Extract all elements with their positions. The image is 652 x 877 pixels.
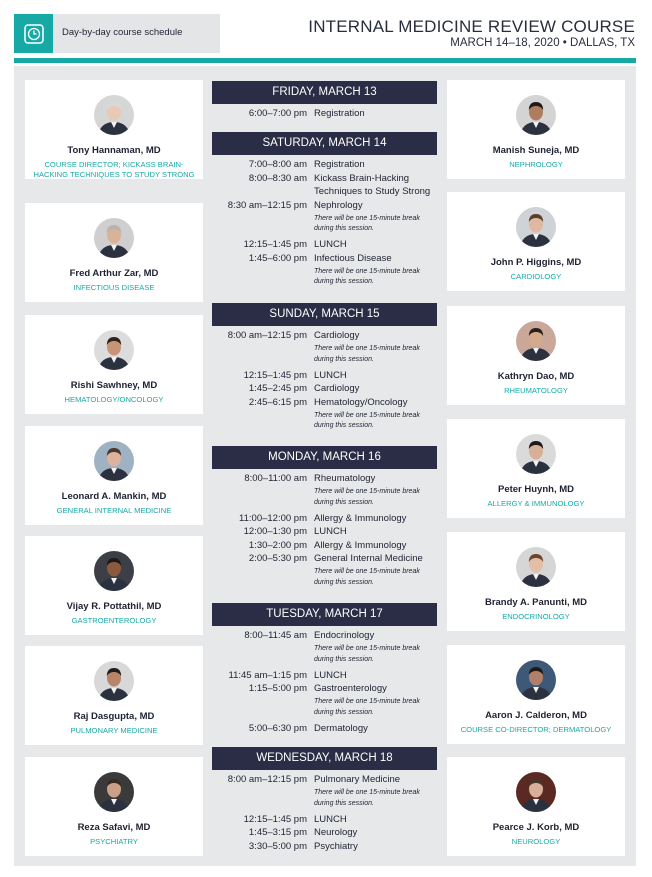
session-title: Registration: [314, 159, 365, 170]
faculty-specialty: NEUROLOGY: [511, 837, 561, 846]
session-note: There will be one 15-minute break during this session.: [314, 345, 420, 363]
faculty-name: Peter Huynh, MD: [497, 484, 574, 495]
session-title-continued: Techniques to Study Strong: [314, 186, 431, 197]
faculty-photo: [94, 661, 134, 701]
faculty-card: [25, 536, 203, 635]
session-title: LUNCH: [314, 813, 347, 825]
faculty-name: Reza Safavi, MD: [77, 822, 151, 833]
faculty-photo: [94, 330, 134, 370]
header-divider: [14, 58, 636, 63]
day-header: TUESDAY, MARCH 17: [212, 603, 437, 626]
faculty-card: [25, 315, 203, 414]
faculty-name: Pearce J. Korb, MD: [492, 822, 580, 833]
session-time: 1:30–2:00 pm: [248, 539, 307, 551]
faculty-specialty: HEMATOLOGY/ONCOLOGY: [64, 395, 164, 404]
faculty-photo: [516, 660, 556, 700]
session-time: 11:00–12:00 pm: [239, 512, 307, 524]
session-time: 1:45–2:45 pm: [248, 383, 307, 394]
faculty-name: John P. Higgins, MD: [490, 257, 582, 268]
clock-icon: [14, 14, 53, 53]
day-header: SATURDAY, MARCH 14: [212, 132, 437, 155]
session-note: There will be one 15-minute break during this session.: [314, 488, 420, 506]
session-note: There will be one 15-minute break during this session.: [314, 789, 420, 807]
faculty-specialty: PSYCHIATRY: [90, 837, 138, 846]
faculty-specialty: RHEUMATOLOGY: [504, 386, 568, 395]
schedule-tag: [14, 14, 220, 53]
session-title: Rheumatology: [314, 473, 376, 484]
faculty-specialty: COURSE DIRECTOR; KICKASS BRAIN-HACKING TECHNIQUES TO STUDY STRONG: [33, 160, 195, 179]
session-time: 8:30 am–12:15 pm: [227, 199, 307, 211]
session-title: LUNCH: [314, 526, 347, 537]
faculty-name: Manish Suneja, MD: [492, 145, 580, 156]
faculty-specialty: INFECTIOUS DISEASE: [73, 283, 155, 292]
day-header: MONDAY, MARCH 16: [212, 446, 437, 469]
faculty-specialty: ALLERGY & IMMUNOLOGY: [487, 499, 585, 508]
session-time: 1:45–6:00 pm: [248, 252, 307, 264]
page-header: [0, 0, 652, 62]
session-title: Gastroenterology: [314, 683, 387, 694]
session-title: Kickass Brain-Hacking: [314, 172, 410, 184]
session-title: Allergy & Immunology: [314, 539, 407, 551]
faculty-name: Vijay R. Pottathil, MD: [66, 601, 162, 612]
session-title: Cardiology: [314, 330, 360, 341]
session-title: Dermatology: [314, 722, 368, 734]
faculty-name: Brandy A. Panunti, MD: [484, 597, 588, 608]
session-title: Cardiology: [314, 383, 360, 394]
session-time: 12:00–1:30 pm: [243, 526, 307, 537]
session-time: 8:00–8:30 am: [248, 172, 307, 184]
faculty-card: [447, 757, 625, 856]
faculty-card: [25, 203, 203, 302]
session-title: LUNCH: [314, 669, 347, 681]
faculty-card: [25, 426, 203, 525]
day-header: WEDNESDAY, MARCH 18: [212, 747, 437, 770]
faculty-photo: [516, 207, 556, 247]
faculty-photo: [94, 95, 134, 135]
faculty-name: Tony Hannaman, MD: [67, 145, 161, 156]
session-title: Endocrinology: [314, 630, 375, 641]
faculty-card: [25, 80, 203, 179]
session-note: There will be one 15-minute break during this session.: [314, 214, 420, 232]
faculty-name: Kathryn Dao, MD: [497, 371, 575, 382]
faculty-card: [447, 645, 625, 744]
faculty-name: Aaron J. Calderon, MD: [485, 710, 587, 721]
session-time: 12:15–1:45 pm: [243, 239, 307, 250]
faculty-card: [447, 192, 625, 291]
session-title: Hematology/Oncology: [314, 396, 408, 408]
session-time: 1:45–3:15 pm: [248, 827, 307, 838]
session-time: 1:15–5:00 pm: [248, 683, 307, 694]
session-note: There will be one 15-minute break during this session.: [314, 411, 420, 429]
session-title: Neurology: [314, 827, 358, 838]
course-title: INTERNAL MEDICINE REVIEW COURSE: [308, 17, 635, 36]
faculty-specialty: GENERAL INTERNAL MEDICINE: [56, 506, 172, 515]
faculty-photo: [94, 218, 134, 258]
faculty-card: [447, 306, 625, 405]
faculty-photo: [516, 547, 556, 587]
faculty-specialty: ENDOCRINOLOGY: [502, 612, 570, 621]
faculty-photo: [94, 551, 134, 591]
session-note: There will be one 15-minute break during this session.: [314, 568, 420, 586]
faculty-photo: [516, 772, 556, 812]
faculty-specialty: COURSE CO-DIRECTOR; DERMATOLOGY: [460, 725, 612, 734]
session-title: Registration: [314, 108, 365, 119]
session-title: LUNCH: [314, 239, 347, 250]
session-title: General Internal Medicine: [314, 553, 423, 564]
faculty-specialty: NEPHROLOGY: [509, 160, 563, 169]
session-title: Nephrology: [314, 199, 363, 211]
session-time: 8:00 am–12:15 pm: [227, 330, 307, 341]
session-time: 12:15–1:45 pm: [243, 813, 307, 825]
session-title: Pulmonary Medicine: [314, 774, 401, 785]
session-note: There will be one 15-minute break during this session.: [314, 267, 420, 285]
faculty-specialty: GASTROENTEROLOGY: [71, 616, 157, 625]
session-time: 3:30–5:00 pm: [248, 840, 307, 852]
faculty-card: [447, 80, 625, 179]
faculty-photo: [516, 321, 556, 361]
faculty-card: [447, 532, 625, 631]
session-title: Allergy & Immunology: [314, 512, 407, 524]
tag-label: Day-by-day course schedule: [62, 27, 183, 38]
session-time: 2:00–5:30 pm: [248, 553, 307, 564]
faculty-name: Fred Arthur Zar, MD: [69, 268, 159, 279]
session-title: Psychiatry: [314, 840, 358, 852]
session-note: There will be one 15-minute break during this session.: [314, 698, 420, 716]
faculty-specialty: CARDIOLOGY: [510, 272, 562, 281]
session-time: 2:45–6:15 pm: [248, 396, 307, 408]
session-time: 12:15–1:45 pm: [243, 369, 307, 381]
course-dates-location: MARCH 14–18, 2020 • DALLAS, TX: [450, 37, 635, 49]
session-time: 5:00–6:30 pm: [248, 722, 307, 734]
session-time: 8:00–11:45 am: [244, 630, 307, 641]
session-title: Infectious Disease: [314, 252, 392, 264]
session-title: LUNCH: [314, 369, 347, 381]
day-header: SUNDAY, MARCH 15: [212, 303, 437, 326]
session-note: There will be one 15-minute break during this session.: [314, 645, 420, 663]
session-time: 11:45 am–1:15 pm: [228, 669, 307, 681]
session-time: 6:00–7:00 pm: [248, 108, 307, 119]
day-header: FRIDAY, MARCH 13: [212, 81, 437, 104]
session-time: 7:00–8:00 am: [248, 159, 307, 170]
faculty-card: [25, 757, 203, 856]
faculty-photo: [516, 434, 556, 474]
session-time: 8:00 am–12:15 pm: [227, 774, 307, 785]
faculty-card: [447, 419, 625, 518]
faculty-photo: [94, 441, 134, 481]
faculty-photo: [516, 95, 556, 135]
faculty-name: Leonard A. Mankin, MD: [61, 491, 167, 502]
faculty-specialty: PULMONARY MEDICINE: [70, 726, 158, 735]
faculty-photo: [94, 772, 134, 812]
faculty-card: [25, 646, 203, 745]
session-time: 8:00–11:00 am: [244, 473, 307, 484]
faculty-name: Rishi Sawhney, MD: [70, 380, 158, 391]
faculty-name: Raj Dasgupta, MD: [73, 711, 155, 722]
